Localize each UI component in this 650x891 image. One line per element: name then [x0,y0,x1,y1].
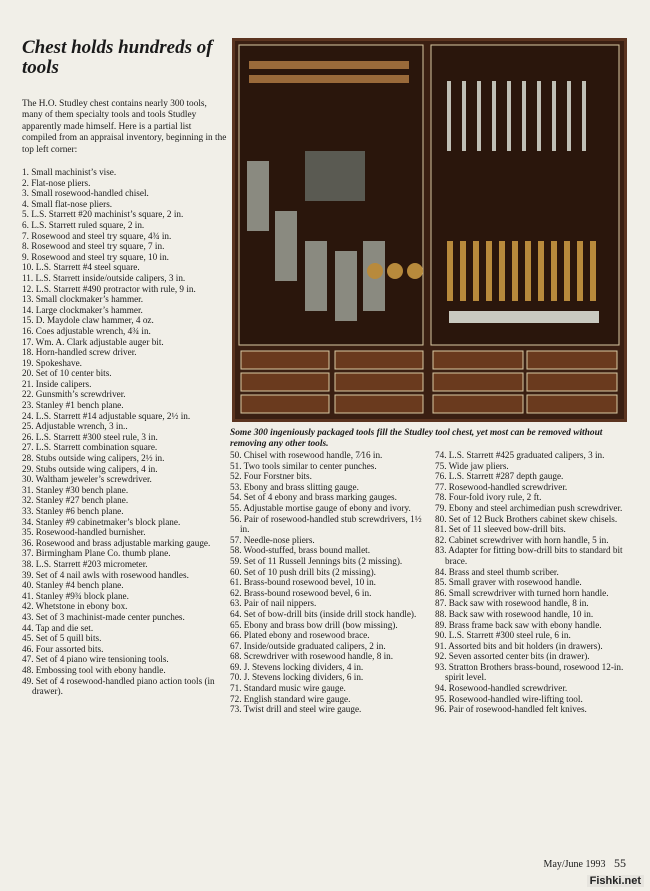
saw-blade [449,311,599,323]
list-item: 11. L.S. Starrett inside/outside calipers, 3 in. [22,272,186,283]
list-item: 75. Wide jaw pliers. [435,460,509,471]
page-footer [544,856,626,871]
hanging-tool [462,81,466,151]
list-item: 52. Four Forstner bits. [230,471,312,482]
brass-fitting [407,263,423,279]
hanging-tool [522,81,526,151]
list-item: 23. Stanley #1 bench plane. [22,400,124,411]
list-item: 26. L.S. Starrett #300 steel rule, 3 in. [22,431,158,442]
list-item: 10. L.S. Starrett #4 steel square. [22,262,140,273]
list-item: 40. Stanley #4 bench plane. [22,580,124,591]
list-item: 80. Set of 12 Buck Brothers cabinet skew chisels. [435,513,618,524]
list-item: 64. Set of bow-drill bits (inside drill stock handle). [230,608,417,619]
list-item: 42. Whetstone in ebony box. [22,601,128,612]
list-item: 74. L.S. Starrett #425 graduated calipers, 3 in. [435,450,605,460]
list-item: 36. Rosewood and brass adjustable marking gauge. [22,537,211,548]
chisel-handle [447,241,453,301]
list-item: 6. L.S. Starrett ruled square, 2 in. [22,219,145,230]
list-item: 55. Adjustable mortise gauge of ebony and ivory. [230,502,411,513]
list-item: 28. Stubs outside wing calipers, 2½ in. [22,453,165,464]
list-item: 90. L.S. Starrett #300 steel rule, 6 in. [435,630,571,641]
list-item: 70. J. Stevens locking dividers, 6 in. [230,672,364,683]
list-item: 29. Stubs outside wing calipers, 4 in. [22,463,158,474]
list-item: 79. Ebony and steel archimedian push screwdriver. [435,502,623,513]
plane-tool [275,211,297,281]
list-item: 22. Gunsmith’s screwdriver. [22,389,126,400]
list-item: 78. Four-fold ivory rule, 2 ft. [435,492,542,503]
drawer [335,373,423,391]
list-item: 84. Brass and steel thumb scriber. [435,566,559,577]
drawer [433,373,523,391]
list-item: 95. Rosewood-handled wire-lifting tool. [435,693,583,704]
list-item: 37. Birmingham Plane Co. thumb plane. [22,548,171,559]
list-item: 76. L.S. Starrett #287 depth gauge. [435,471,564,482]
hanging-tool [552,81,556,151]
list-item: 81. Set of 11 sleeved bow-drill bits. [435,524,566,535]
list-item: 47. Set of 4 piano wire tensioning tools. [22,654,169,665]
photo-caption: Some 300 ingeniously packaged tools fill the Studley tool chest, yet most can be removed without removing any other tools. [230,428,603,449]
list-item: 8. Rosewood and steel try square, 7 in. [22,241,165,252]
list-item: 85. Small graver with rosewood handle. [435,577,582,588]
drawer [335,351,423,369]
list-item: 94. Rosewood-handled screwdriver. [435,683,568,694]
drawer [527,395,617,413]
list-item: 27. L.S. Starrett combination square. [22,442,158,453]
plane-tool [305,241,327,311]
chisel-handle [525,241,531,301]
square-tool [305,151,365,201]
brass-fitting [387,263,403,279]
list-item: 1. Small machinist’s vise. [22,167,117,177]
list-item: 53. Ebony and brass slitting gauge. [230,481,359,492]
list-item: 96. Pair of rosewood-handled felt knives. [435,704,587,715]
list-item: 44. Tap and die set. [22,622,94,633]
list-item: 91. Assorted bits and bit holders (in drawers). [435,640,603,651]
list-item: 34. Stanley #9 cabinetmaker’s block plane. [22,516,181,527]
list-item: 69. J. Stevens locking dividers, 4 in. [230,661,364,672]
plane-tool [247,161,269,231]
watermark: Fishki.net [587,875,644,887]
list-item: 51. Two tools similar to center punches. [230,460,377,471]
list-item: 38. L.S. Starrett #203 micrometer. [22,558,148,569]
list-item: 9. Rosewood and steel try square, 10 in. [22,251,169,262]
list-item: 7. Rosewood and steel try square, 4¾ in. [22,230,172,241]
list-item: 20. Set of 10 center bits. [22,368,112,379]
chisel-handle [551,241,557,301]
chisel-handle [486,241,492,301]
issue-date: May/June 1993 [543,859,606,870]
list-item: 31. Stanley #30 bench plane. [22,484,129,495]
chisel-handle [538,241,544,301]
list-item: 35. Rosewood-handled burnisher. [22,527,146,538]
list-item: 39. Set of 4 nail awls with rosewood handles. [22,569,189,580]
list-item: 30. Waltham jeweler’s screwdriver. [22,474,152,485]
list-item: 3. Small rosewood-handled chisel. [22,188,149,199]
list-item: 67. Inside/outside graduated calipers, 2 in. [230,640,386,651]
list-item: 19. Spokeshave. [22,357,82,368]
list-item: 45. Set of 5 quill bits. [22,633,102,644]
list-item: 4. Small flat-nose pliers. [22,198,113,209]
list-item: 13. Small clockmaker’s hammer. [22,294,144,305]
list-item: 33. Stanley #6 bench plane. [22,506,124,516]
chisel-handle [590,241,596,301]
rule-tool [249,75,409,83]
page-number: 55 [614,856,626,870]
plane-tool [335,251,357,321]
list-item: 2. Flat-nose pliers. [22,177,91,188]
list-item: 18. Horn-handled screw driver. [22,347,137,358]
list-item: 12. L.S. Starrett #490 protractor with rule, 9 in. [22,283,196,294]
list-item: 41. Stanley #9¾ block plane. [22,590,129,601]
list-item: 15. D. Maydole claw hammer, 4 oz. [22,315,154,326]
chisel-handle [512,241,518,301]
list-item: 16. Coes adjustable wrench, 4¾ in. [22,325,151,336]
list-item: 83. Adapter for fitting bow-drill bits to standard bit brace. [435,545,623,566]
list-item: 50. Chisel with rosewood handle, 7⁄16 in. [230,450,383,460]
list-item: 24. L.S. Starrett #14 adjustable square, 2½ in. [22,410,191,421]
list-item: 54. Set of 4 ebony and brass marking gauges. [230,492,397,503]
drawer [241,351,329,369]
drawer [241,373,329,391]
hanging-tool [492,81,496,151]
drawer [433,395,523,413]
list-item: 66. Plated ebony and rosewood brace. [230,630,370,641]
tool-list-column-1 [22,167,227,697]
list-item: 56. Pair of rosewood-handled stub screwdrivers, 1½ in. [230,513,422,535]
drawer [527,351,617,369]
list-item: 49. Set of 4 rosewood-handled piano action tools (in drawer). [22,675,215,697]
list-item: 57. Needle-nose pliers. [230,534,315,545]
chisel-handle [577,241,583,301]
drawer [241,395,329,413]
list-item: 32. Stanley #27 bench plane. [22,495,129,506]
list-item: 87. Back saw with rosewood handle, 8 in. [435,598,589,609]
list-item: 68. Screwdriver with rosewood handle, 8 in. [230,651,394,662]
rule-tool [249,61,409,69]
list-item: 17. Wm. A. Clark adjustable auger bit. [22,336,164,347]
list-item: 77. Rosewood-handled screwdriver. [435,481,568,492]
list-item: 5. L.S. Starrett #20 machinist’s square, 2 in. [22,209,184,220]
list-item: 73. Twist drill and steel wire gauge. [230,704,362,715]
chisel-handle [473,241,479,301]
tool-list-column-3 [435,450,635,715]
drawer [335,395,423,413]
list-item: 65. Ebony and brass bow drill (bow missing). [230,619,398,630]
hanging-tool [582,81,586,151]
hanging-tool [507,81,511,151]
brass-fitting [367,263,383,279]
list-item: 63. Pair of nail nippers. [230,598,317,609]
hanging-tool [477,81,481,151]
list-item: 25. Adjustable wrench, 3 in.. [22,421,128,432]
article-intro: The H.O. Studley chest contains nearly 300 tools, many of them specialty tools and tools Studley apparently made himself. Here is a partial list compiled from an appraisal inventory, beginning in the top left corner: [22,99,227,155]
chisel-handle [564,241,570,301]
tool-chest-photo [232,38,627,422]
list-item: 92. Seven assorted center bits (in drawer). [435,651,590,662]
list-item: 58. Wood-stuffed, brass bound mallet. [230,545,371,556]
list-item: 88. Back saw with rosewood handle, 10 in. [435,608,594,619]
hanging-tool [447,81,451,151]
list-item: 59. Set of 11 Russell Jennings bits (2 missing). [230,555,403,566]
list-item: 82. Cabinet screwdriver with horn handle, 5 in. [435,534,609,545]
drawer [527,373,617,391]
list-item: 48. Embossing tool with ebony handle. [22,664,166,675]
list-item: 62. Brass-bound rosewood bevel, 6 in. [230,587,372,598]
chisel-handle [499,241,505,301]
hanging-tool [537,81,541,151]
list-item: 71. Standard music wire gauge. [230,683,346,694]
tool-list-column-2 [230,450,430,715]
chisel-handle [460,241,466,301]
list-item: 86. Small screwdriver with turned horn handle. [435,587,609,598]
drawer [433,351,523,369]
list-item: 60. Set of 10 push drill bits (2 missing). [230,566,376,577]
list-item: 43. Set of 3 machinist-made center punches. [22,611,185,622]
list-item: 89. Brass frame back saw with ebony handle. [435,619,602,630]
list-item: 14. Large clockmaker’s hammer. [22,304,143,315]
tool-chest-illustration [235,41,624,419]
article-title: Chest holds hundreds of tools [22,37,213,78]
list-item: 93. Stratton Brothers brass-bound, rosewood 12-in. spirit level. [435,661,624,683]
list-item: 21. Inside calipers. [22,378,92,389]
list-item: 61. Brass-bound rosewood bevel, 10 in. [230,577,376,588]
list-item: 72. English standard wire gauge. [230,693,351,704]
list-item: 46. Four assorted bits. [22,643,104,654]
hanging-tool [567,81,571,151]
